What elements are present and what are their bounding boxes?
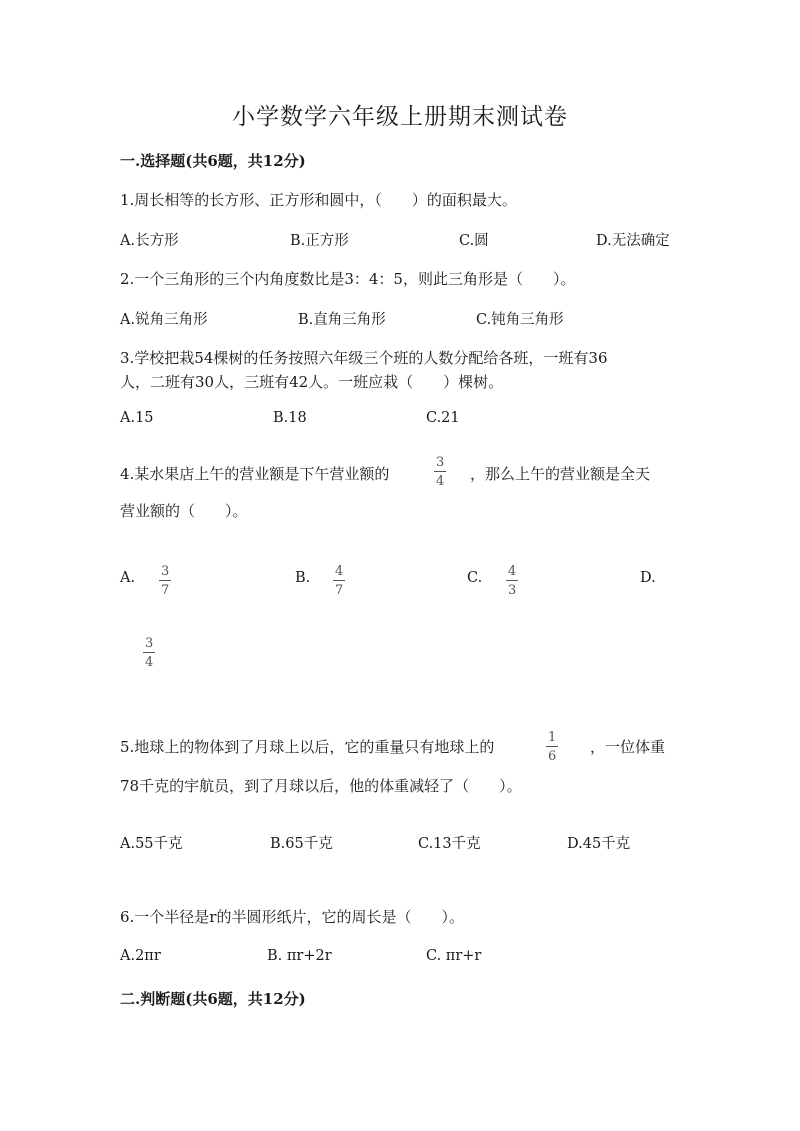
q5-option-a: A.55千克 — [120, 836, 183, 852]
fraction-numerator: 3 — [145, 636, 154, 651]
fraction-numerator: 1 — [548, 730, 557, 745]
q3-option-b: B.18 — [273, 410, 307, 426]
question-4-text-before: 4.某水果店上午的营业额是下午营业额的 — [120, 465, 390, 483]
question-1: 1.周长相等的长方形、正方形和圆中，（ ）的面积最大。 — [120, 191, 517, 209]
section-heading-choice: 一.选择题(共6题，共12分) — [120, 152, 306, 170]
fraction-denominator: 4 — [436, 474, 445, 489]
fraction-numerator: 3 — [161, 564, 170, 579]
q4-option-c-fraction — [506, 565, 518, 597]
fraction-denominator: 7 — [161, 583, 170, 598]
q1-option-b: B.正方形 — [290, 233, 349, 249]
q1-option-d: D.无法确定 — [596, 233, 670, 249]
q3-option-a: A.15 — [120, 410, 154, 426]
question-5-text-before: 5.地球上的物体到了月球上以后，它的重量只有地球上的 — [120, 738, 495, 756]
question-5-line-2: 78千克的宇航员，到了月球以后，他的体重减轻了（ ）。 — [120, 777, 522, 795]
q1-option-c: C.圆 — [459, 233, 489, 249]
q2-option-c: C.钝角三角形 — [476, 312, 564, 328]
q4-option-b-label: B. — [295, 570, 311, 586]
fraction-numerator: 4 — [508, 564, 517, 579]
q3-option-c: C.21 — [426, 410, 460, 426]
q4-option-b-fraction — [333, 565, 345, 597]
q4-option-d-fraction — [143, 637, 155, 669]
q4-option-a-label: A. — [120, 570, 136, 586]
q1-option-a: A.长方形 — [120, 233, 179, 249]
question-6: 6.一个半径是r的半圆形纸片，它的周长是（ ）。 — [120, 908, 464, 926]
q5-option-c: C.13千克 — [418, 836, 481, 852]
q4-option-d-label: D. — [640, 570, 656, 586]
fraction-denominator: 3 — [508, 583, 517, 598]
question-5-fraction — [546, 731, 558, 763]
question-4-line-2: 营业额的（ ）。 — [120, 502, 248, 520]
q2-option-a: A.锐角三角形 — [120, 312, 208, 328]
q6-option-a: A.2πr — [120, 948, 161, 964]
fraction-denominator: 6 — [548, 749, 557, 764]
q4-option-c-label: C. — [467, 570, 483, 586]
q6-option-c: C. πr+r — [426, 948, 482, 964]
question-2: 2.一个三角形的三个内角度数比是3：4：5，则此三角形是（ ）。 — [120, 270, 576, 288]
page-title: 小学数学六年级上册期末测试卷 — [232, 104, 568, 130]
q6-option-b: B. πr+2r — [267, 948, 332, 964]
fraction-denominator: 7 — [335, 583, 344, 598]
q5-option-d: D.45千克 — [567, 836, 631, 852]
fraction-numerator: 3 — [436, 455, 445, 470]
question-3-line-2: 人，二班有30人，三班有42人。一班应栽（ ）棵树。 — [120, 373, 504, 391]
fraction-numerator: 4 — [335, 564, 344, 579]
question-5-text-after: ，一位体重 — [590, 738, 666, 756]
q2-option-b: B.直角三角形 — [298, 312, 386, 328]
question-4-fraction — [434, 456, 446, 488]
q4-option-a-fraction — [159, 565, 171, 597]
question-3-line-1: 3.学校把栽54棵树的任务按照六年级三个班的人数分配给各班，一班有36 — [120, 349, 608, 367]
fraction-denominator: 4 — [145, 655, 154, 670]
question-4-text-after: ，那么上午的营业额是全天 — [470, 465, 651, 483]
section-heading-true-false: 二.判断题(共6题，共12分) — [120, 990, 306, 1008]
q5-option-b: B.65千克 — [270, 836, 333, 852]
